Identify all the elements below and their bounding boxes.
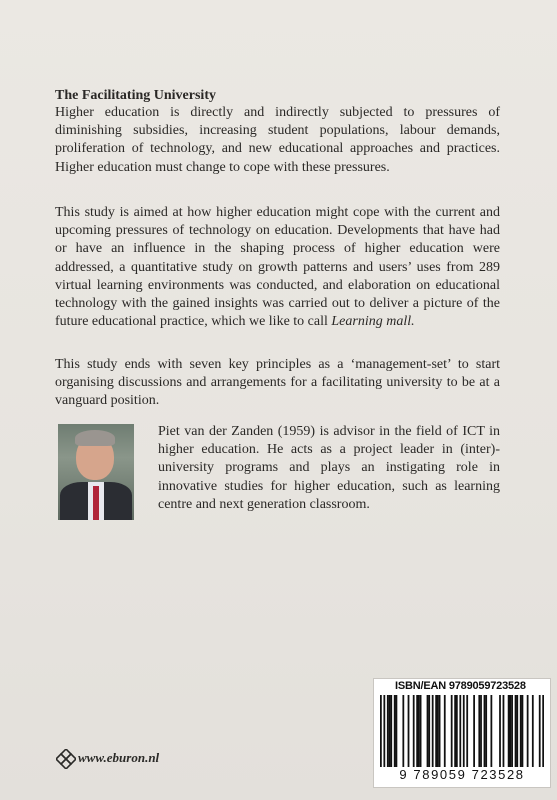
barcode-bar bbox=[508, 695, 510, 767]
barcode-bar bbox=[389, 695, 391, 767]
barcode-bar bbox=[437, 695, 439, 767]
barcode-bar bbox=[432, 695, 434, 767]
barcode-bar bbox=[396, 695, 398, 767]
barcode-bar bbox=[383, 695, 385, 767]
barcode-bar bbox=[490, 695, 492, 767]
barcode-bar bbox=[463, 695, 465, 767]
barcode-bar bbox=[459, 695, 461, 767]
barcode-bar bbox=[456, 695, 458, 767]
barcode-bar bbox=[387, 695, 389, 767]
barcode-bar bbox=[503, 695, 505, 767]
barcode-bar bbox=[402, 695, 404, 767]
barcode-bar bbox=[478, 695, 480, 767]
barcode-digits: 9 789059 723528 bbox=[399, 767, 525, 782]
paragraph-conclusion: This study ends with seven key principles as a ‘management-set’ to start organising discussions and arrangements for a facilitating university to be at a vanguard position. bbox=[55, 357, 500, 409]
barcode-bar bbox=[520, 695, 522, 767]
barcode-bar bbox=[427, 695, 429, 767]
paragraph-study-emphasis: Learning mall. bbox=[331, 314, 415, 330]
barcode-bar bbox=[532, 695, 534, 767]
publisher-url: www.eburon.nl bbox=[78, 750, 160, 765]
author-photo-tie bbox=[93, 486, 99, 520]
paragraph-study bbox=[55, 204, 500, 331]
barcode-bar bbox=[380, 695, 382, 767]
barcode-bar bbox=[499, 695, 501, 767]
barcode-bar bbox=[527, 695, 529, 767]
barcode-bar bbox=[413, 695, 415, 767]
paragraph-study-text: This study is aimed at how higher education might cope with the current and upcoming pressures of technology on education. Developments that have had or have an influence in the shaping process of higher education were addressed, a quantitative study on growth patterns and users’ uses from 289 virtual learning environments was conducted, and elaboration on educational technology with the gained insights was carried out to deliver a picture of the future educational practice, which we like to call bbox=[55, 205, 500, 330]
barcode-bar bbox=[515, 695, 517, 767]
author-bio: Piet van der Zanden (1959) is advisor in the field of ICT in higher education. He acts as a project leader in (inter)-university programs and plays an instigating role in innovative studies for higher education, such as learning centre and next generation classroom. bbox=[158, 424, 500, 512]
barcode-bar bbox=[451, 695, 453, 767]
barcode-bar bbox=[390, 695, 392, 767]
author-photo bbox=[58, 424, 134, 520]
barcode-bar bbox=[473, 695, 475, 767]
barcode-bar bbox=[539, 695, 541, 767]
barcode-bar bbox=[484, 695, 486, 767]
barcode-bar bbox=[522, 695, 524, 767]
barcode-bar bbox=[416, 695, 418, 767]
isbn-barcode-box bbox=[373, 678, 551, 788]
barcode-bar bbox=[444, 695, 446, 767]
barcode-bar bbox=[485, 695, 487, 767]
barcode-bar bbox=[511, 695, 513, 767]
barcode-bar bbox=[509, 695, 511, 767]
paragraph-intro: Higher education is directly and indirectly subjected to pressures of diminishing subsidies, increasing student populations, labour demands, proliferation of technology, and new educational approaches and practices. Higher education must change to cope with these pressures. bbox=[55, 105, 500, 175]
barcode-bar bbox=[408, 695, 410, 767]
barcode-icon bbox=[380, 695, 544, 767]
barcode-bar bbox=[420, 695, 422, 767]
barcode-bar bbox=[466, 695, 468, 767]
barcode-bar bbox=[435, 695, 437, 767]
barcode-bar bbox=[542, 695, 544, 767]
barcode-bar bbox=[480, 695, 482, 767]
author-photo-hair bbox=[75, 430, 115, 446]
barcode-bar bbox=[439, 695, 441, 767]
barcode-bar bbox=[418, 695, 420, 767]
barcode-bar bbox=[394, 695, 396, 767]
barcode-bar bbox=[454, 695, 456, 767]
isbn-label: ISBN/EAN 9789059723528 bbox=[395, 680, 526, 692]
barcode-bar bbox=[516, 695, 518, 767]
barcode-bar bbox=[428, 695, 430, 767]
eburon-logo-icon bbox=[56, 749, 76, 769]
book-title: The Facilitating University bbox=[55, 88, 216, 103]
